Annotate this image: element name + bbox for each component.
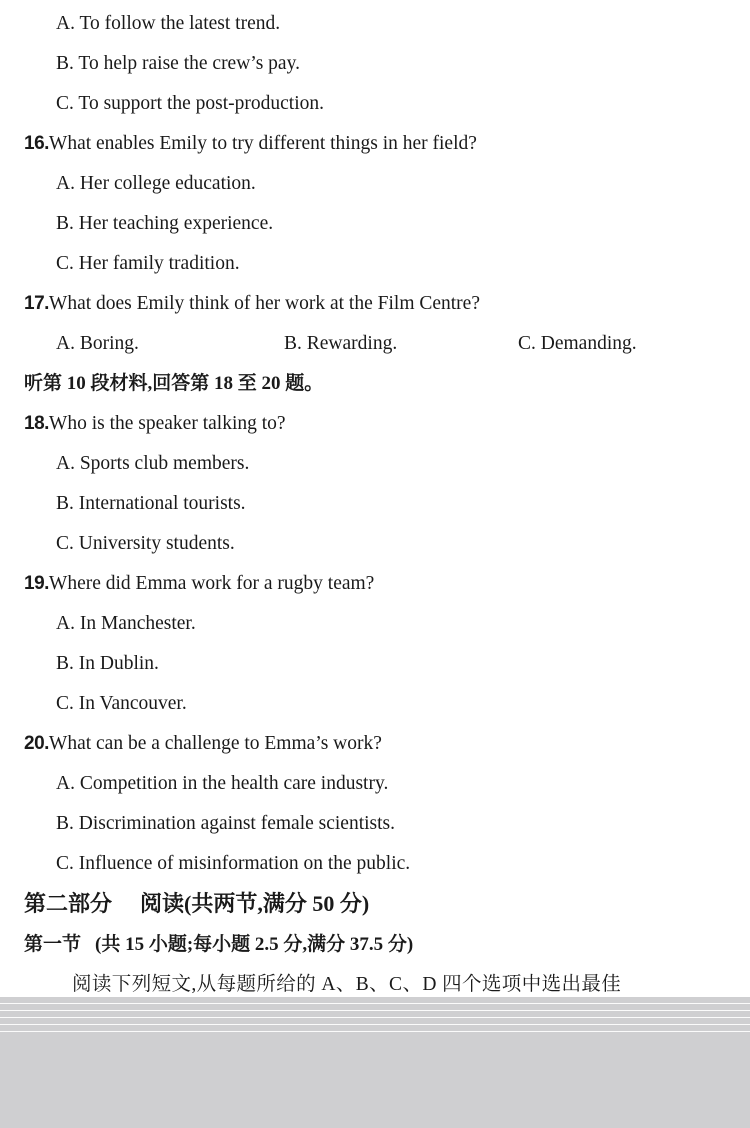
question-number: 17. [24,293,49,314]
q20-option-a: A. Competition in the health care industry. [56,773,389,794]
section-one-heading [24,933,413,957]
footer-band [0,997,750,1128]
question-number: 20. [24,733,49,754]
question-number: 18. [24,413,49,434]
q15-option-a: A. To follow the latest trend. [56,13,281,34]
reading-instruction: 阅读下列短文,从每题所给的 A、B、C、D 四个选项中选出最佳 [72,974,622,995]
question-number: 19. [24,573,49,594]
part-subtitle: 阅读(共两节,满分 50 分) [140,891,370,916]
question-17 [24,292,480,316]
q17-option-c: C. Demanding. [518,333,637,354]
part-title: 第二部分 [24,891,113,916]
question-18 [24,412,286,436]
question-text: What does Emily think of her work at the Film Centre? [48,293,480,314]
question-text: Where did Emma work for a rugby team? [48,573,375,594]
q15-option-c: C. To support the post-production. [56,93,325,114]
question-number: 16. [24,133,49,154]
q18-option-c: C. University students. [56,533,235,554]
q16-option-a: A. Her college education. [56,173,256,194]
question-16 [24,132,477,156]
section-title: 第一节 [24,934,82,955]
q18-option-a: A. Sports club members. [56,453,250,474]
question-20 [24,732,382,756]
question-text: What enables Emily to try different things in her field? [48,133,477,154]
q16-option-b: B. Her teaching experience. [56,213,274,234]
q18-option-b: B. International tourists. [56,493,246,514]
q17-option-b: B. Rewarding. [284,333,398,354]
q19-option-c: C. In Vancouver. [56,693,187,714]
q20-option-b: B. Discrimination against female scientists. [56,813,396,834]
q19-option-b: B. In Dublin. [56,653,159,674]
question-text: What can be a challenge to Emma’s work? [48,733,382,754]
section-heading-material-10: 听第 10 段材料,回答第 18 至 20 题。 [24,373,324,394]
part-two-heading [24,890,369,918]
q20-option-c: C. Influence of misinformation on the public. [56,853,411,874]
q16-option-c: C. Her family tradition. [56,253,240,274]
q15-option-b: B. To help raise the crew’s pay. [56,53,300,74]
q17-option-a: A. Boring. [56,333,139,354]
section-detail: (共 15 小题;每小题 2.5 分,满分 37.5 分) [95,934,414,955]
question-text: Who is the speaker talking to? [48,413,286,434]
question-19 [24,572,374,596]
q19-option-a: A. In Manchester. [56,613,196,634]
